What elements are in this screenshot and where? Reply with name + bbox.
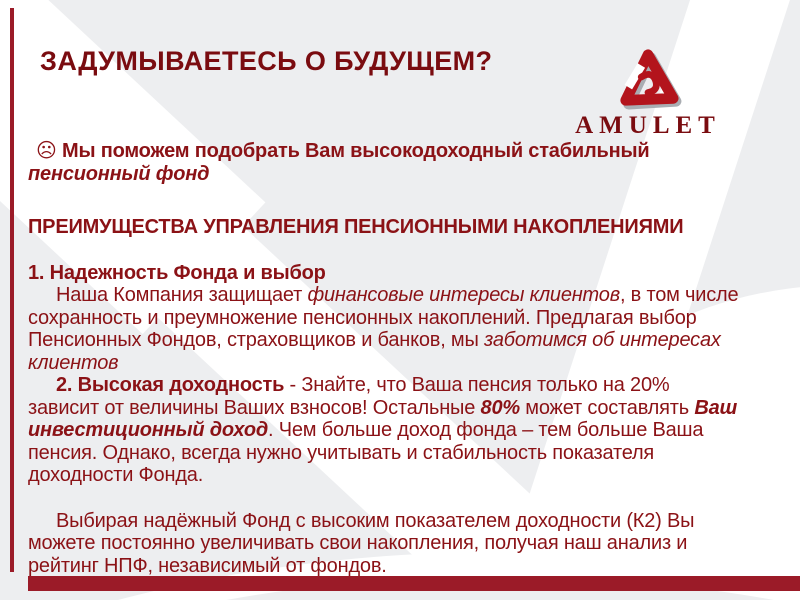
line-p1-2 [28, 307, 752, 330]
text-segment: пенсия. Однако, всегда нужно учитывать и стабильность показателя [28, 441, 655, 464]
text-segment: ☹ [36, 140, 63, 162]
text-segment: Мы поможем подобрать Вам высокодоходный стабильный [62, 140, 650, 162]
text-segment: зависит от величины Ваших взносов! Остальные [28, 396, 481, 419]
text-segment: 1. Надежность Фонда и выбор [28, 261, 326, 284]
text-segment: доходности Фонда. [28, 464, 204, 486]
text-segment: можете постоянно увеличивать свои накопления, получая наш анализ и [28, 532, 688, 554]
line-p1-4 [28, 352, 752, 375]
line-p2-2 [28, 397, 752, 420]
text-segment: . Чем больше доход фонда – тем больше Ваша [268, 419, 704, 441]
line-p2-1 [28, 374, 752, 397]
text-segment: Пенсионных Фондов, страховщиков и банков, мы [28, 329, 485, 351]
text-segment: Выбирая надёжный Фонд с высоким показателем доходности (К2) Вы [56, 509, 695, 532]
text-segment: может составлять [519, 396, 695, 419]
slide-title: ЗАДУМЫВАЕТЕСЬ О БУДУЩЕМ? [40, 46, 493, 76]
left-accent-bar [10, 8, 14, 572]
line-point1-heading [28, 262, 752, 285]
line-intro-1 [28, 140, 752, 163]
bottom-accent-bar [28, 576, 800, 591]
text-segment: , в том числе [619, 284, 739, 306]
text-segment: Ваш [694, 396, 738, 419]
line-subtitle [28, 216, 752, 239]
line-p2-4 [28, 442, 752, 465]
text-segment: заботимся об интересах [484, 329, 721, 351]
line-p2-3 [28, 419, 752, 442]
line-intro-2 [28, 163, 752, 186]
text-segment: сохранность и преумножение пенсионных накоплений. Предлагая выбор [28, 306, 697, 329]
text-segment: ПРЕИМУЩЕСТВА УПРАВЛЕНИЯ ПЕНСИОННЫМИ НАКОПЛЕНИЯМИ [28, 216, 684, 238]
text-segment: - Знайте, что Ваша пенсия только на 20% [284, 374, 670, 396]
slide-content [28, 0, 752, 577]
text-segment: клиентов [28, 351, 119, 374]
body-text [28, 140, 752, 577]
line-p1-3 [28, 329, 752, 352]
text-segment: финансовые интересы клиентов [307, 284, 620, 306]
line-p1-1 [28, 284, 752, 307]
amulet-wordmark: AMULET [575, 112, 721, 139]
text-segment: 80% [480, 396, 520, 419]
line-p3-2 [28, 532, 752, 555]
text-segment: 2. Высокая доходность [56, 374, 285, 396]
text-segment: Наша Компания защищает [56, 284, 308, 306]
line-p3-1 [28, 510, 752, 533]
text-segment: рейтинг НПФ, независимый от фондов. [28, 554, 387, 577]
text-segment: пенсионный фонд [28, 162, 210, 185]
text-segment: инвестиционный доход [28, 419, 269, 441]
line-p3-3 [28, 555, 752, 578]
line-p2-5 [28, 464, 752, 487]
